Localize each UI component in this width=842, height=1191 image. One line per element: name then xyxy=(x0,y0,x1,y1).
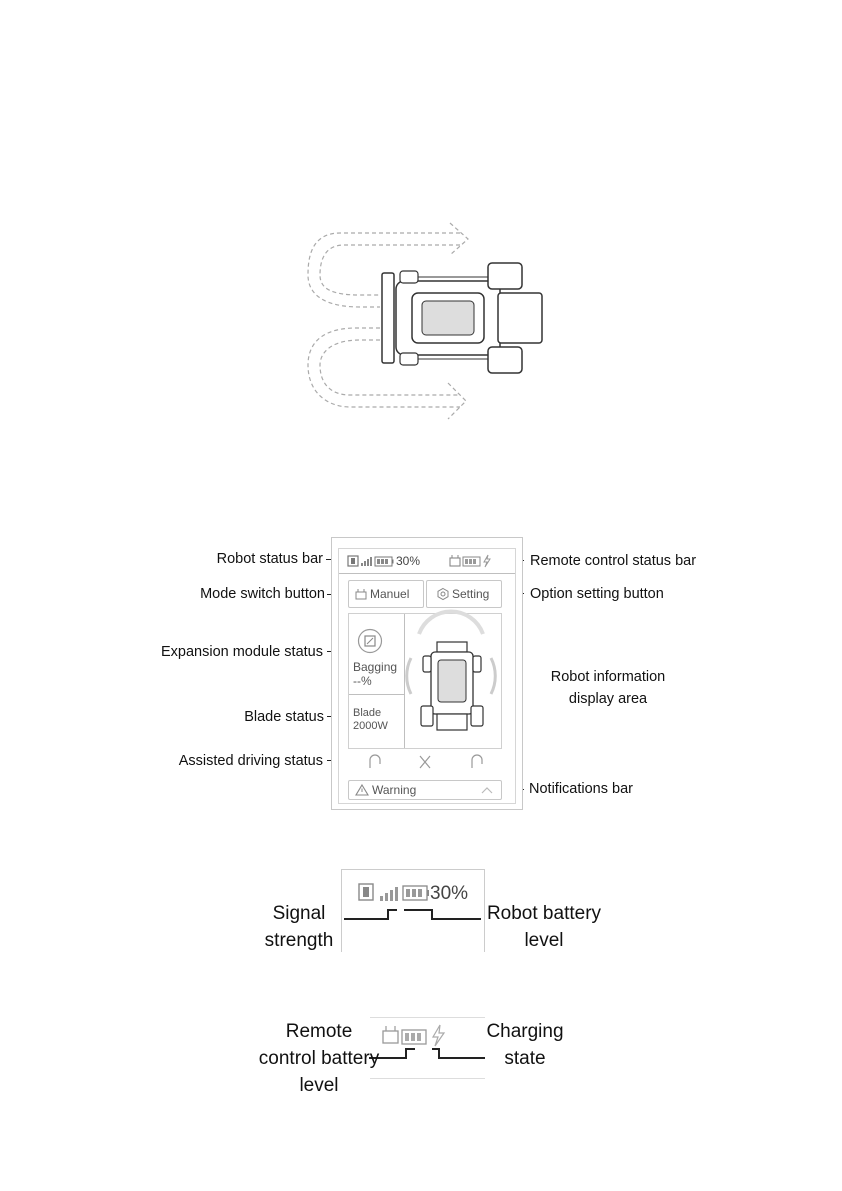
callout-robot-information-display-area: Robot information display area xyxy=(550,669,666,707)
assisted-driving-status xyxy=(348,748,500,776)
option-setting-button[interactable] xyxy=(426,580,502,608)
u-turn-left-icon xyxy=(370,755,380,768)
callout-notifications-bar: Notifications bar xyxy=(529,781,633,797)
mode-button-label: Manuel xyxy=(370,587,410,601)
callout-assisted-driving-status: Assisted driving status xyxy=(178,753,323,769)
remote-status-icons xyxy=(449,554,497,568)
remote-control-status-bar xyxy=(449,554,497,568)
bracket-line xyxy=(404,909,432,911)
setting-button-label: Setting xyxy=(452,587,490,601)
battery-icon xyxy=(402,1030,426,1044)
remote-status-bar-detail xyxy=(370,1017,485,1079)
notifications-bar[interactable] xyxy=(348,780,502,800)
charging-icon xyxy=(433,1025,444,1046)
settings-icon xyxy=(437,588,449,600)
label-robot-battery-level: Robot battery level xyxy=(486,903,602,951)
chevron-up-icon[interactable] xyxy=(481,786,493,794)
robot-status-bar xyxy=(348,554,438,568)
blade-status[interactable] xyxy=(349,695,404,748)
callout-blade-status: Blade status xyxy=(244,709,324,725)
callout-mode-switch-button: Mode switch button xyxy=(200,586,325,602)
mower-topview-drawing xyxy=(300,215,550,425)
charging-icon xyxy=(484,555,490,567)
callout-option-setting-button: Option setting button xyxy=(530,586,664,602)
control-screen xyxy=(331,537,523,810)
u-turn-right-icon xyxy=(472,755,482,768)
robot-status-icons xyxy=(348,554,438,568)
mower-path-illustration xyxy=(300,215,550,425)
robot-battery-detail-value: 30% xyxy=(430,883,469,904)
module-name: Bagging xyxy=(353,660,398,674)
robot-battery-percent: 30% xyxy=(396,554,421,568)
robot-topview-icon xyxy=(407,620,499,744)
divider xyxy=(339,573,515,574)
divider xyxy=(404,614,405,748)
robot-icon xyxy=(359,884,373,900)
battery-icon xyxy=(463,557,480,566)
expansion-module-status[interactable] xyxy=(349,614,404,694)
battery-icon xyxy=(403,886,429,900)
signal-icon xyxy=(361,557,372,566)
remote-status-detail-icons xyxy=(382,1024,458,1048)
assisted-driving-icons xyxy=(348,748,500,776)
label-charging-state: Charging state xyxy=(486,1021,564,1069)
blade-off-icon xyxy=(420,756,430,768)
module-value: --% xyxy=(353,674,372,688)
blade-value: 2000W xyxy=(353,720,388,732)
notification-text: Warning xyxy=(372,783,417,797)
callout-expansion-module-status: Expansion module status xyxy=(160,644,323,660)
remote-control-icon xyxy=(450,555,460,566)
label-signal-strength: Signal strength xyxy=(264,903,334,951)
robot-info-panel xyxy=(348,613,502,749)
callout-remote-control-status-bar: Remote control status bar xyxy=(530,553,697,569)
mode-switch-button[interactable] xyxy=(348,580,424,608)
blade-label: Blade xyxy=(353,707,382,719)
remote-control-icon xyxy=(383,1026,398,1043)
signal-icon xyxy=(380,887,398,901)
bracket-line xyxy=(431,918,481,920)
bracket-line xyxy=(405,1048,415,1050)
warning-icon xyxy=(355,784,369,796)
robot-icon xyxy=(348,556,358,566)
battery-icon xyxy=(375,557,394,566)
bracket-line xyxy=(344,918,388,920)
bagging-module-icon xyxy=(357,628,383,654)
remote-control-icon xyxy=(355,588,367,600)
bracket-line xyxy=(387,909,397,911)
callout-robot-status-bar: Robot status bar xyxy=(216,551,323,567)
label-remote-control-battery-level: Remote control battery level xyxy=(258,1021,380,1096)
